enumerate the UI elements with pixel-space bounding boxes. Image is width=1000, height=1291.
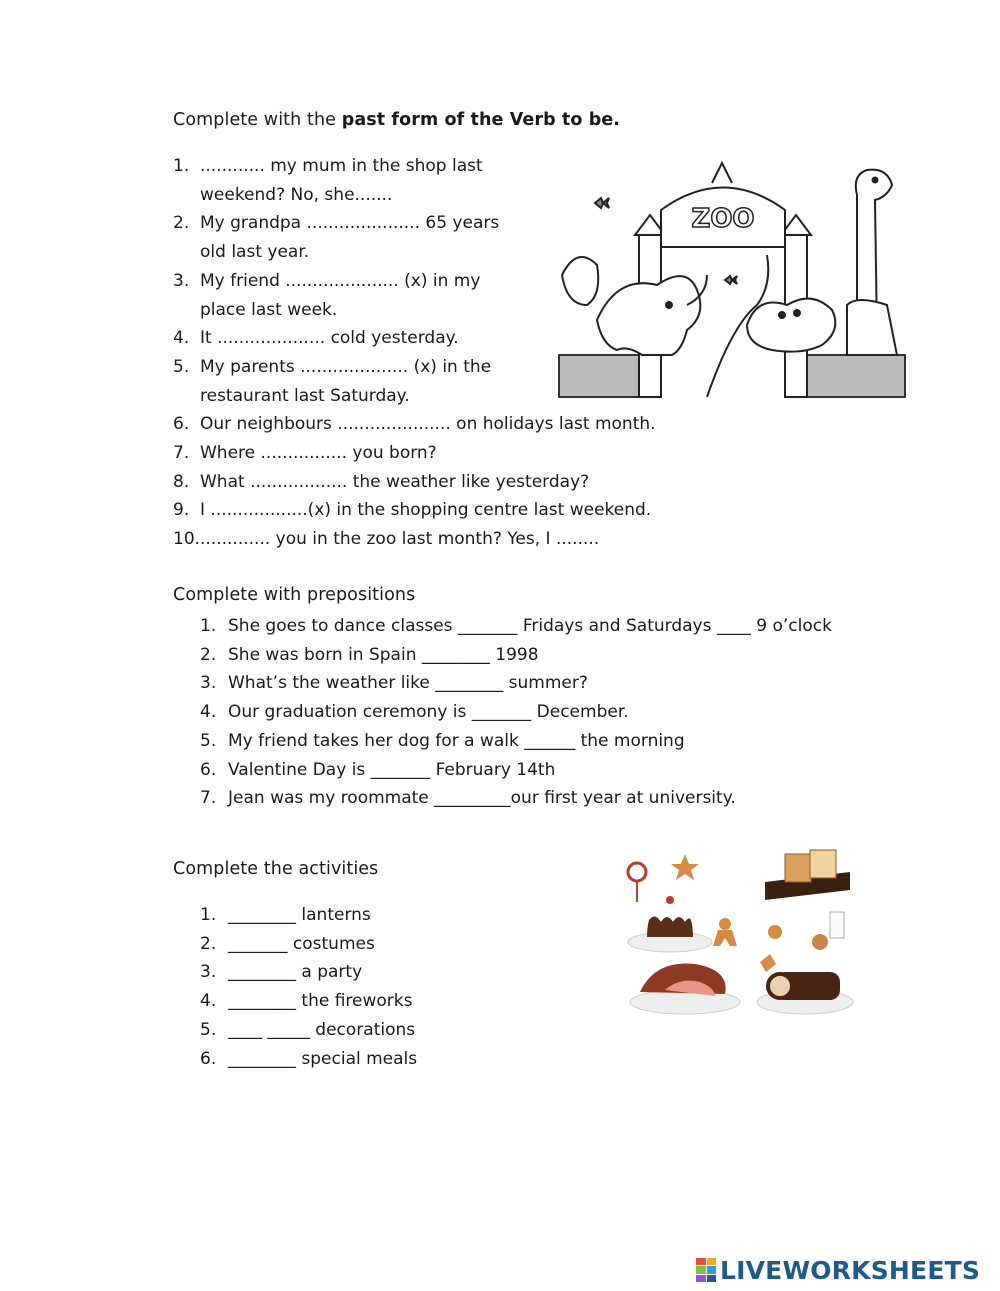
question-text: weekend? No, she.......: [200, 184, 393, 205]
question-number: 8.: [173, 471, 190, 492]
question-text: It .................... cold yesterday.: [200, 328, 459, 349]
question-number: 1.: [200, 905, 217, 925]
question-item: [173, 468, 656, 497]
question-number: 6.: [200, 1048, 217, 1069]
question-text: ............. you in the zoo last month? Yes, I ........: [200, 529, 600, 550]
zoo-sign-text: ZOO: [691, 204, 755, 234]
question-text: ________ a party: [228, 962, 363, 983]
section1-heading-bold: past form of the Verb to be.: [341, 110, 621, 130]
question-text: Where ................ you born?: [200, 443, 437, 464]
question-number: 3.: [200, 673, 217, 694]
section1-heading: [173, 110, 620, 130]
question-text: My grandpa ..................... 65 years: [200, 213, 500, 234]
question-item: [173, 439, 656, 468]
question-item: [200, 784, 832, 813]
question-text: She was born in Spain ________ 1998: [228, 644, 539, 665]
question-number: 3.: [200, 962, 217, 983]
question-item: [200, 1016, 417, 1045]
question-number: 5.: [200, 1019, 217, 1040]
question-text: place last week.: [200, 299, 338, 320]
question-text: What’s the weather like ________ summer?: [228, 673, 588, 694]
question-item: [200, 930, 417, 959]
question-number: 10.: [173, 529, 201, 550]
question-number: 4.: [173, 328, 190, 349]
question-text: My parents .................... (x) in the: [200, 356, 492, 377]
question-text: ____ _____ decorations: [228, 1019, 416, 1040]
question-item: [200, 901, 417, 930]
question-item: [200, 756, 832, 785]
question-number: 4.: [200, 991, 217, 1012]
question-number: 1.: [200, 616, 217, 636]
question-text: restaurant last Saturday.: [200, 385, 410, 406]
question-text: Our neighbours ..................... on holidays last month.: [200, 414, 656, 435]
question-item: [173, 410, 656, 439]
question-number: 9.: [173, 500, 190, 521]
question-item: [200, 727, 832, 756]
question-text: Jean was my roommate _________our first year at university.: [228, 788, 736, 809]
question-text: My friend ..................... (x) in my: [200, 270, 481, 291]
question-number: 2.: [173, 213, 190, 234]
question-text: ............ my mum in the shop last: [200, 156, 483, 176]
question-item: [200, 958, 417, 987]
liveworksheets-logo[interactable]: [696, 1255, 980, 1285]
question-item: [173, 496, 656, 525]
question-text: She goes to dance classes _______ Fridays and Saturdays ____ 9 o’clock: [228, 616, 832, 636]
question-item: [200, 698, 832, 727]
question-text: ________ special meals: [228, 1048, 418, 1069]
question-item: [200, 1045, 417, 1074]
question-item: [200, 669, 832, 698]
section2-heading: Complete with prepositions: [173, 585, 416, 605]
question-number: 6.: [200, 759, 217, 780]
question-text: ________ the fireworks: [228, 991, 413, 1012]
question-number: 7.: [200, 788, 217, 809]
question-number: 7.: [173, 443, 190, 464]
christmas-food-illustration: [625, 842, 855, 1027]
question-item: [200, 987, 417, 1016]
zoo-illustration: [557, 155, 907, 400]
liveworksheets-logo-text: LIVEWORKSHEETS: [720, 1255, 981, 1285]
question-number: 5.: [173, 356, 190, 377]
question-text: old last year.: [200, 242, 310, 263]
question-item: [200, 641, 832, 670]
question-text: What .................. the weather like yesterday?: [200, 471, 590, 492]
question-number: 3.: [173, 270, 190, 291]
section3-heading: Complete the activities: [173, 859, 379, 879]
question-item: [173, 525, 656, 554]
question-text: My friend takes her dog for a walk ______ the morning: [228, 730, 685, 751]
question-number: 4.: [200, 702, 217, 723]
question-number: 2.: [200, 644, 217, 665]
question-number: 6.: [173, 414, 190, 435]
section1-heading-plain: Complete with the: [173, 110, 342, 130]
section3-list: [200, 901, 417, 1073]
question-text: Our graduation ceremony is _______ December.: [228, 702, 629, 723]
section2-list: [200, 612, 832, 813]
question-item: [200, 612, 832, 641]
liveworksheets-logo-icon: [696, 1258, 716, 1282]
question-number: 1.: [173, 156, 190, 176]
question-number: 2.: [200, 933, 217, 954]
question-text: _______ costumes: [228, 933, 375, 954]
question-text: Valentine Day is _______ February 14th: [228, 759, 556, 780]
question-text: I ..................(x) in the shopping centre last weekend.: [200, 500, 652, 521]
question-number: 5.: [200, 730, 217, 751]
question-text: ________ lanterns: [228, 905, 371, 925]
